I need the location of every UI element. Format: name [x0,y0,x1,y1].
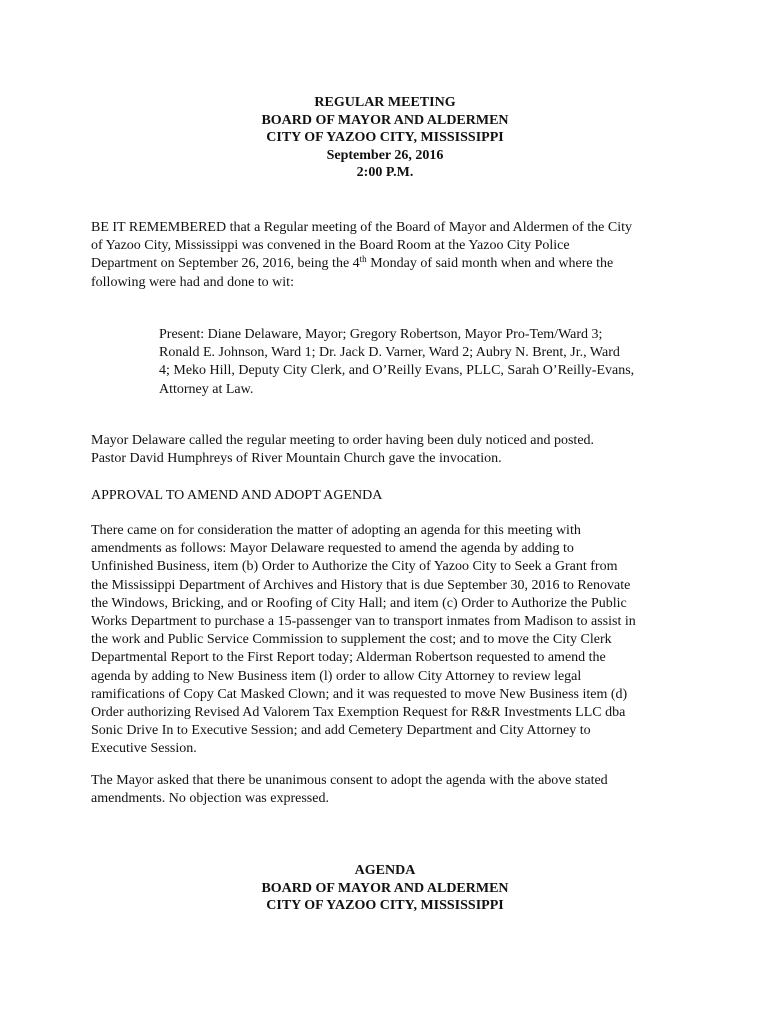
paragraph-line: the Windows, Bricking, and or Roofing of City Hall; and item (c) Order to Authorize the Public [91,595,627,611]
meeting-date: September 26, 2016 [326,147,444,163]
paragraph-line: Sonic Drive In to Executive Session; and add Cemetery Department and City Attorney to [91,723,591,739]
paragraph-line: agenda by adding to New Business item (l) order to allow City Attorney to review legal [91,668,582,684]
section-heading: APPROVAL TO AMEND AND ADOPT AGENDA [91,488,383,503]
paragraph-line: the work and Public Service Commission to supplement the cost; and to move the City Clerk [91,632,612,648]
paragraph-line: Unfinished Business, item (b) Order to Authorize the City of Yazoo City to Seek a Grant from [91,559,618,575]
board-name: BOARD OF MAYOR AND ALDERMEN [261,880,509,896]
paragraph-line: Departmental Report to the First Report today; Alderman Robertson requested to amend the [91,650,606,666]
remembered-paragraph [91,219,632,292]
paragraph-line: Executive Session. [91,741,197,757]
meeting-header [0,94,770,182]
paragraph-line: Pastor David Humphreys of River Mountain Church gave the invocation. [91,451,502,467]
paragraph-line: Present: Diane Delaware, Mayor; Gregory Robertson, Mayor Pro-Tem/Ward 3; [159,327,603,342]
paragraph-line: ramifications of Copy Cat Masked Clown; and it was requested to move New Business item (d) [91,686,628,702]
paragraph-line: BE IT REMEMBERED that a Regular meeting of the Board of Mayor and Aldermen of the City [91,220,632,235]
paragraph-line: There came on for consideration the matter of adopting an agenda for this meeting with [91,523,581,538]
paragraph-line: of Yazoo City, Mississippi was convened in the Board Room at the Yazoo City Police [91,238,570,254]
paragraph-line: 4; Meko Hill, Deputy City Clerk, and O’Reilly Evans, PLLC, Sarah O’Reilly-Evans, [159,363,635,379]
meeting-time: 2:00 P.M. [356,165,414,180]
paragraph-line: Attorney at Law. [159,381,254,397]
agenda-amendments-paragraph [91,522,636,759]
paragraph-line: Order authorizing Revised Ad Valorem Tax Exemption Request for R&R Investments LLC dba [91,705,626,721]
paragraph-line: The Mayor asked that there be unanimous consent to adopt the agenda with the above stated [91,773,608,788]
paragraph-line: the Mississippi Department of Archives and History that is due September 30, 2016 to Renovate [91,577,631,593]
board-name: BOARD OF MAYOR AND ALDERMEN [261,112,509,128]
agenda-header [0,862,770,915]
paragraph-line: Ronald E. Johnson, Ward 1; Dr. Jack D. Varner, Ward 2; Aubry N. Brent, Jr., Ward [159,345,620,361]
paragraph-line: Department on September 26, 2016, being the 4th Monday of said month when and where the [91,254,614,272]
call-to-order-paragraph [91,432,594,468]
ordinal-suffix: th [359,254,367,265]
present-paragraph [159,326,634,399]
meeting-type: REGULAR MEETING [314,95,456,110]
paragraph-line: Mayor Delaware called the regular meeting to order having been duly noticed and posted. [91,433,595,448]
agenda-title: AGENDA [354,863,416,878]
consent-paragraph [91,772,608,808]
paragraph-line: Works Department to purchase a 15-passenger van to transport inmates from Madison to assist in [91,614,636,630]
paragraph-line: amendments as follows: Mayor Delaware requested to amend the agenda by adding to [91,541,574,557]
city-name: CITY OF YAZOO CITY, MISSISSIPPI [266,898,504,913]
paragraph-line: amendments. No objection was expressed. [91,791,329,807]
city-name: CITY OF YAZOO CITY, MISSISSIPPI [266,130,504,145]
paragraph-line: following were had and done to wit: [91,274,294,290]
